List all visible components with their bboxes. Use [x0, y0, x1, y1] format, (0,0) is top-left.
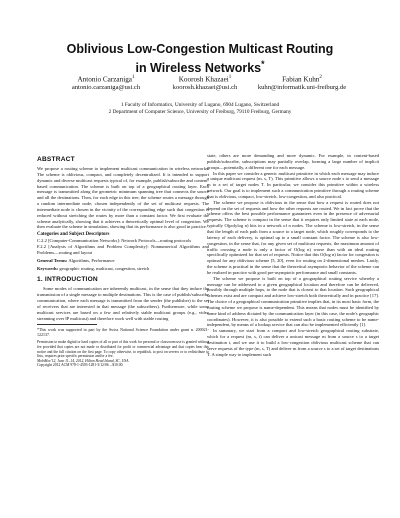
- introduction-heading: 1. INTRODUCTION: [37, 276, 98, 284]
- conference-name: MobiHoc'12, June 11–14, 2012, Hilton Head Island, SC, USA.: [37, 358, 130, 363]
- abstract-heading: ABSTRACT: [37, 156, 75, 163]
- general-terms: [37, 258, 209, 264]
- author-affil-mark: 2: [319, 75, 322, 80]
- categories-text: C.2.2 [Computer-Communication Networks]: Network Protocols—routing protocols: [37, 238, 192, 244]
- author-name: Fabian Kuhn: [282, 75, 320, 84]
- keywords-text: geographic routing, multicast, congestion, stretch: [59, 265, 150, 271]
- keywords-heading: Keywords:: [37, 265, 59, 271]
- author-name: Koorosh Khazaei: [178, 75, 229, 84]
- affiliation-2: 2 Department of Computer Science, University of Freiburg, 79110 Freiburg, Germany: [108, 109, 292, 115]
- categories-text-2: F.2.2 [Analysis of Algorithms and Problem Complexity]: Nonnumerical Algorithms and Problems—routing and layout: [37, 243, 209, 255]
- author-email: koorosh.khazaei@usi.ch: [172, 83, 238, 91]
- paper-title-line1: Oblivious Low-Congestion Multicast Routing: [66, 42, 334, 56]
- copyright-notice: Copyright 2012 ACM 978-1-4503-1281-3/12/06 ...$10.00.: [37, 363, 124, 368]
- permission-notice: Permission to make digital or hard copies of all or part of this work for personal or classroom use is granted without fee provided that copies are not made or distributed for profit or commercial advantage and that copies bear this notice and the full citation on the first page. To copy otherwise, to republish, to post on servers or to redistribute to lists, requires prior specific permission and/or a fee.: [37, 340, 209, 359]
- author-carzaniga: [60, 74, 152, 92]
- intro-paragraph-2: In this paper we consider a generic multicast primitive in which each message may induce a unique multicast request (m, s, T). This primitive allows a source node s to send a message m to a set of target nodes T. In particular, we consider this primitive within a wireless network. Our goal is to implement such a communication primitive through a routing scheme that is oblivious, compact, low-stretch, low-congestion, and also practical.: [207, 170, 379, 199]
- affiliation-1: 1 Faculty of Informatics, University of Lugano, 6904 Lugano, Switzerland: [120, 102, 280, 108]
- author-email: antonio.carzaniga@usi.ch: [71, 83, 141, 91]
- categories-heading: Categories and Subject Descriptors: [37, 232, 110, 238]
- intro-paragraph-4: The scheme we propose is built on top of a geographical routing service whereby a message can be addressed to a given geographical location and therefore can be delivered, possibly through multiple hops, to the node that is closest to that location. Such geographical schemes exist and are compact and achieve low-stretch both theoretically and in practice [17]. The choice of a geographical communication primitive implies that, in its most basic form, the routing scheme we propose is name-dependent. This means that nodes must be identified by some kind of address dictated by the communication layer (in this case, the node's geographic coordinates). However, it is also possible to extend such a basic routing scheme to be name-independent, by means of a lookup service that can also be implemented efficiently [1].: [207, 275, 379, 328]
- intro-paragraph-1: state, others are more demanding and more dynamic. For example, in content-based publish/subscribe, subscriptions may partially overlap, forming a large number of implicit groups—potentially, a different one for each message.: [207, 153, 379, 170]
- footnote-divider: [37, 324, 97, 325]
- general-terms-heading: General Terms:: [37, 257, 68, 263]
- intro-paragraph-3: The scheme we propose is oblivious in the sense that how a request is routed does not depend on the set of requests and how the other requests are routed. We in fact prove that the scheme offers the best possible performance guarantees even in the presence of adversarial requests. The scheme is compact in the sense that it requires only limited state at each node, typically O(polylog n) bits in a network of n nodes. The scheme is low-stretch, in the sense that the length of each path from a source to a target node, which roughly corresponds to the latency of each delivery, is optimal up to a small constant factor. The scheme is also low-congestion, in the sense that, for any given set of multicast requests, the maximum amount of traffic crossing a node is only a factor of O(log n) worse than with an ideal routing specifically optimized for that set of requests. Notice that this O(log n) factor for congestion is optimal for any oblivious scheme [5, 20], even for routing on 2-dimensional meshes. Lastly, the scheme is practical in the sense that the theoretical asymptotic behavior of the scheme can be realized in practice with good pre-asymptotic performance and small constants.: [207, 199, 379, 275]
- paper-title-line2-text: in Wireless Networks: [135, 61, 262, 76]
- abstract-text: We propose a routing scheme to implement multicast communication in wireless networks. The scheme is oblivious, compact, and completely decentralized. It is intended to support dynamic and diverse multicast requests typical of, for example, publish/subscribe and content-based communication. The scheme is built on top of a geographical routing layer. Each message is transmitted along the geometric minimum spanning tree that connects the source and all the destinations. Then, for each edge in this tree, the scheme routes a message through a random intermediate node, chosen independently of the set of multicast requests. The intermediate node is chosen in the vicinity of the corresponding edge such that congestion is reduced without stretching the routes by more than a constant factor. We first evaluate the scheme analytically, showing that it achieves a theoretically optimal level of congestion. We then evaluate the scheme in simulation, showing that its performance is also good in practice.: [37, 166, 209, 230]
- keywords: [37, 266, 209, 272]
- general-terms-text: Algorithms, Performance: [68, 257, 115, 263]
- author-name: Antonio Carzaniga: [77, 75, 132, 84]
- author-khazaei: [160, 74, 250, 92]
- author-affil-mark: 1: [228, 75, 232, 80]
- funding-footnote: *This work was supported in part by the Swiss National Science Foundation under grant n. 200021-122137.: [37, 327, 209, 338]
- intro-paragraph-5: In summary, we start from a compact and low-stretch geographical routing substrate, which for a request (m, s, t) can deliver a unicast message m from a source s to a target destination t, and we use it to build a low-congestion oblivious multicast scheme that can serve requests of the type (m, s, T) and deliver m from a source s to a set of target destinations T. A simple way to implement such: [207, 328, 379, 357]
- author-email: kuhn@informatik.uni-freiburg.de: [257, 83, 347, 91]
- right-column: [207, 153, 379, 358]
- left-column: [37, 153, 209, 368]
- author-affil-mark: 1: [131, 75, 135, 80]
- author-kuhn: [246, 74, 358, 92]
- title-footnote-mark: *: [261, 59, 265, 69]
- introduction-text: Some modes of communication are inherently multicast, in the sense that they induce the transmission of a single message to multiple destinations. This is the case of publish/subscribe communication, where each message is transmitted from the sender (the publisher) to the set of receivers that are interested in that message (the subscribers). Furthermore, while some multicast services are based on a few and relatively stable multicast groups (e.g., video streaming over IP multicast) and therefore work well with stable routing: [37, 286, 209, 321]
